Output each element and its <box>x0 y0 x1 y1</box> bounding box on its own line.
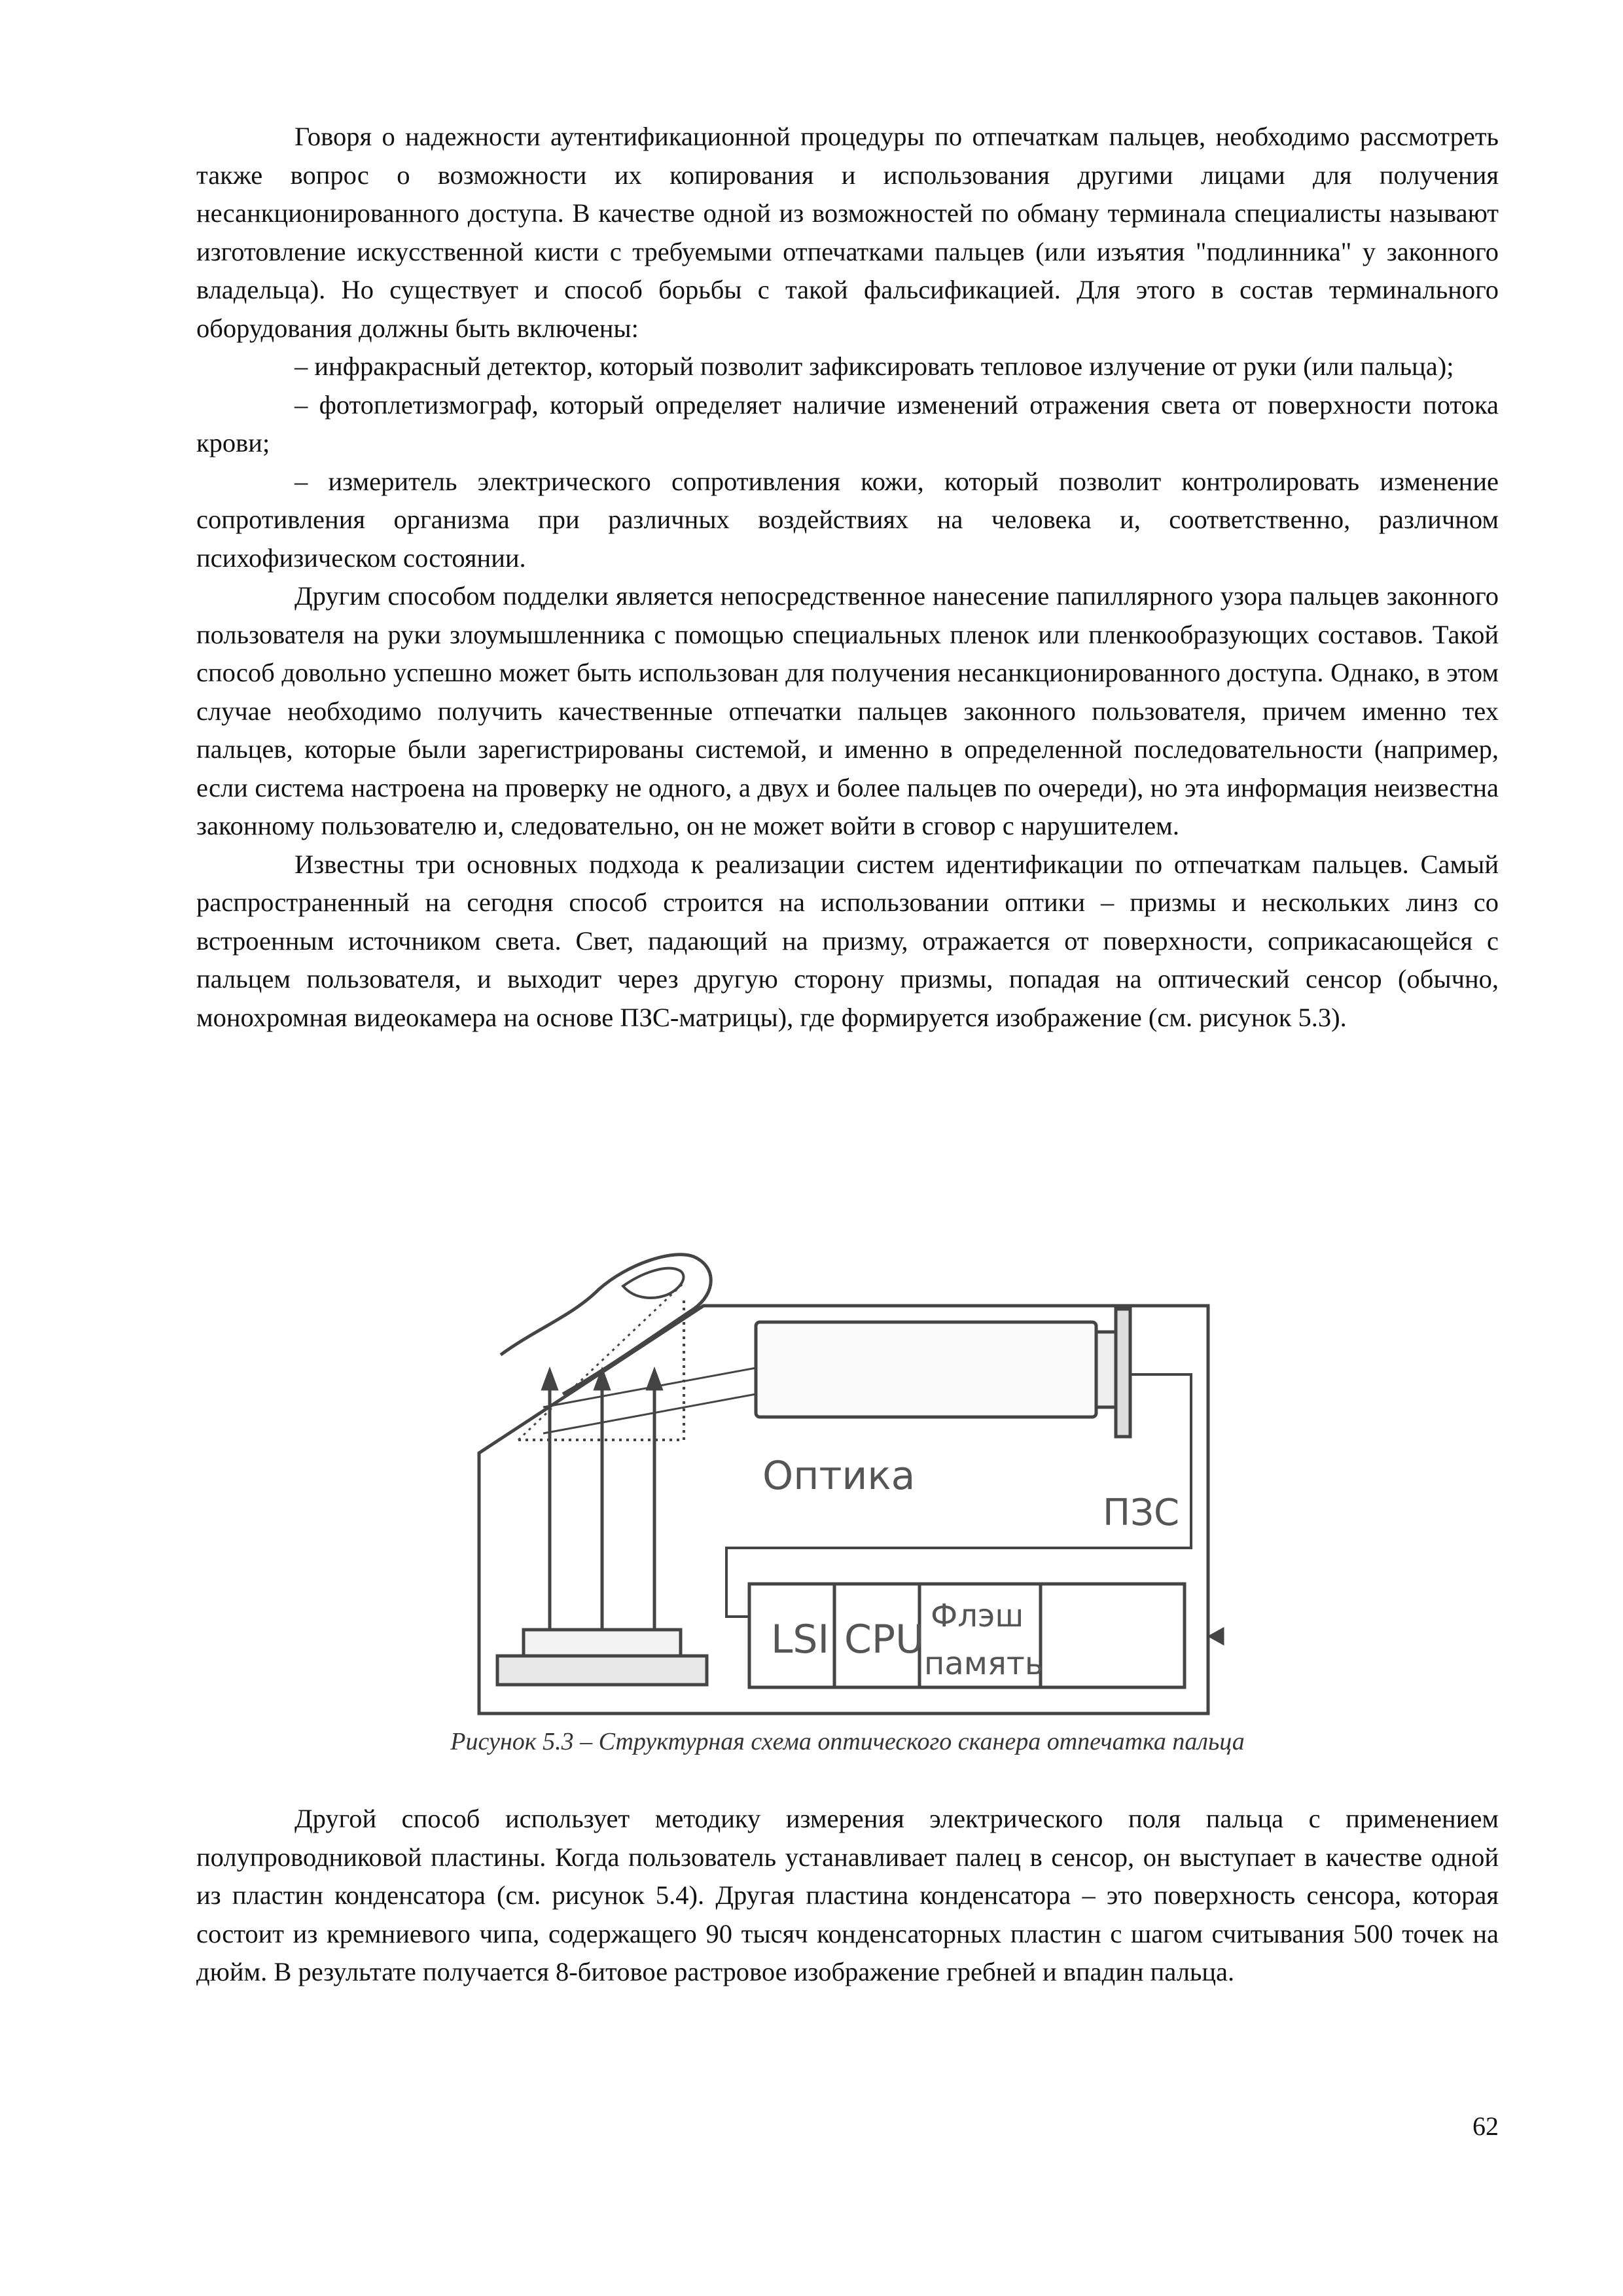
list-item: – измеритель электрического сопротивления кожи, который позволит контролировать изменение сопротивления организма при различных воздействиях на человека и, соответственно, различном психофизическом состоянии. <box>196 466 1499 573</box>
figure-caption: Рисунок 5.3 – Структурная схема оптического сканера отпечатка пальца <box>450 1728 1245 1755</box>
fingernail <box>623 1268 683 1298</box>
optics-label: Оптика <box>762 1453 916 1499</box>
paragraph: Говоря о надежности аутентификационной процедуры по отпечаткам пальцев, необходимо рассмотреть также вопрос о возможности их копирования и использования другими лицами для получения несанкционированного доступа. В качестве одной из возможностей по обману терминала специалисты называют изготовление искусственной кисти с требуемыми отпечатками пальцев (или изъятия "подлинника" у законного владельца). Но существует и способ борьбы с такой фальсификацией. Для этого в состав терминального оборудования должны быть включены: <box>196 122 1499 343</box>
paragraph: Известны три основных подхода к реализации систем идентификации по отпечаткам пальцев. Самый распространенный на сегодня способ строится на использовании оптики – призмы и нескольких линз со встроенным источником света. Свет, падающий на призму, отражается от поверхности, соприкасающейся с пальцем пользователя, и выходит через другую сторону призмы, попадая на оптический сенсор (обычно, монохромная видеокамера на основе ПЗС-матрицы), где формируется изображение (см. рисунок 5.3). <box>196 849 1499 1032</box>
flash-label-line1: Флэш <box>931 1598 1024 1634</box>
paragraph: Другим способом подделки является непосредственное нанесение папиллярного узора пальцев законного пользователя на руки злоумышленника с помощью специальных пленок или пленкообразующих составов. Такой способ довольно успешно может быть использован для получения несанкционированного доступа. Однако, в этом случае необходимо получить качественные отпечатки пальцев законного пользователя, причем именно тех пальцев, которые были зарегистрированы системой, и именно в определенной последовательности (например, если система настроена на проверку не одного, а двух и более пальцев по очереди), но эта информация неизвестна законному пользователю и, следовательно, он не может войти в сговор с нарушителем. <box>196 581 1499 840</box>
body-text-bottom <box>196 1800 1499 1992</box>
page-number: 62 <box>1472 2111 1499 2141</box>
finger-outline <box>501 1255 711 1394</box>
flash-label-line2: память <box>924 1645 1044 1682</box>
optics-lens <box>756 1322 1096 1417</box>
list-item: – инфракрасный детектор, который позволит зафиксировать тепловое излучение от руки (или пальца); <box>294 351 1454 381</box>
paragraph: Другой способ использует методику измерения электрического поля пальца с применением полупроводниковой пластины. Когда пользователь устанавливает палец в сенсор, он выступает в качестве одной из пластин конденсатора (см. рисунок 5.4). Другая пластина конденсатора – это поверхность сенсора, которая состоит из кремниевого чипа, содержащего 90 тысяч конденсаторных пластин с шагом считывания 500 точек на дюйм. В результате получается 8-битовое растровое изображение гребней и впадин пальца. <box>196 1804 1499 1986</box>
list-item: – фотоплетизмограф, который определяет наличие изменений отражения света от поверхности потока крови; <box>196 389 1499 457</box>
body-text-top <box>196 118 1499 1037</box>
lsi-label: LSI <box>771 1617 830 1662</box>
ccd-sensor <box>1116 1309 1130 1437</box>
ccd-label: ПЗС <box>1103 1492 1180 1534</box>
cpu-label: CPU <box>844 1617 924 1662</box>
light-source <box>524 1630 681 1656</box>
optical-scanner-diagram <box>458 1237 1243 1721</box>
